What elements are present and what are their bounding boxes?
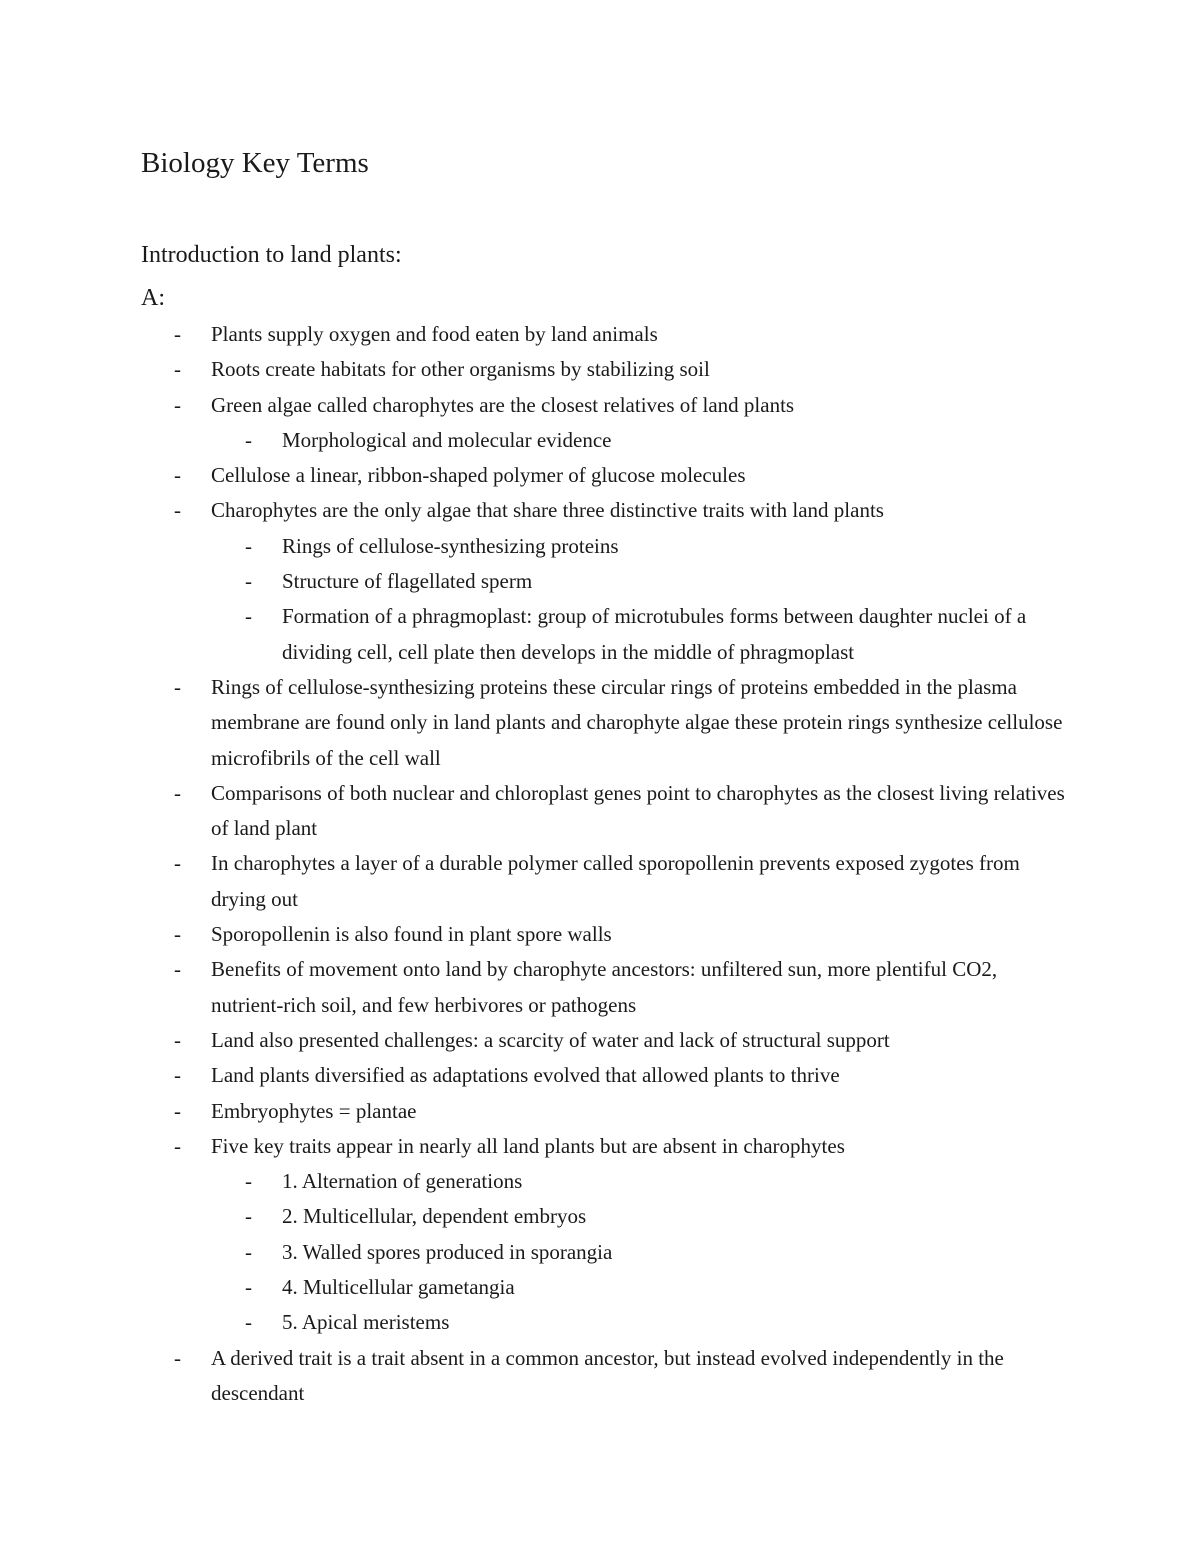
bullet-item — [0, 1341, 1071, 1412]
sub-bullet-item — [0, 1164, 1072, 1199]
bullet-dash: - — [174, 1027, 181, 1052]
bullet-dash: - — [245, 1310, 252, 1335]
bullet-dash: - — [245, 427, 252, 452]
bullet-item — [0, 670, 1071, 776]
bullet-text: Roots create habitats for other organisms by stabilizing soil — [211, 357, 710, 382]
bullet-dash: - — [174, 392, 181, 417]
bullet-text: 1. Alternation of generations — [282, 1169, 523, 1194]
bullet-dash: - — [174, 851, 181, 876]
bullet-item — [0, 1023, 1071, 1058]
bullet-dash: - — [174, 922, 181, 947]
bullet-dash: - — [174, 1063, 181, 1088]
section-heading: Introduction to land plants: — [141, 242, 402, 268]
bullet-item — [0, 1094, 1071, 1129]
bullet-dash: - — [174, 1098, 181, 1123]
bullet-dash: - — [245, 604, 252, 629]
bullet-text: Sporopollenin is also found in plant spore walls — [211, 922, 612, 947]
bullet-dash: - — [174, 463, 181, 488]
bullet-text: Rings of cellulose-synthesizing proteins — [282, 533, 619, 558]
bullet-item — [0, 1058, 1071, 1093]
sub-bullet-item — [0, 1305, 1072, 1340]
bullet-item — [0, 952, 1071, 1023]
bullet-dash: - — [174, 498, 181, 523]
bullet-dash: - — [174, 1345, 181, 1370]
bullet-text: 2. Multicellular, dependent embryos — [282, 1204, 587, 1229]
bullet-text: Cellulose a linear, ribbon-shaped polymer of glucose molecules — [211, 463, 746, 488]
document-title: Biology Key Terms — [141, 147, 369, 179]
bullet-text: Formation of a phragmoplast: group of microtubules forms between daughter nuclei of a dividing cell, cell plate then develops in the middle of phragmoplast — [282, 604, 1027, 664]
bullet-text: Embryophytes = plantae — [211, 1098, 417, 1123]
notes-list — [0, 317, 1200, 1411]
bullet-dash: - — [174, 780, 181, 805]
bullet-text: Charophytes are the only algae that share three distinctive traits with land plants — [211, 498, 884, 523]
sub-bullet-item — [0, 1270, 1072, 1305]
bullet-dash: - — [245, 1169, 252, 1194]
bullet-text: Five key traits appear in nearly all land plants but are absent in charophytes — [211, 1133, 845, 1158]
subsection-label: A: — [141, 285, 165, 311]
bullet-text: 5. Apical meristems — [282, 1310, 450, 1335]
bullet-text: Morphological and molecular evidence — [282, 427, 612, 452]
bullet-item — [0, 776, 1071, 847]
bullet-item — [0, 1129, 1071, 1164]
bullet-item — [0, 493, 1071, 528]
bullet-text: A derived trait is a trait absent in a common ancestor, but instead evolved independently in the descendant — [211, 1345, 1004, 1405]
sub-bullet-item — [0, 599, 1072, 670]
bullet-item — [0, 917, 1071, 952]
bullet-dash: - — [245, 1275, 252, 1300]
bullet-text: Plants supply oxygen and food eaten by land animals — [211, 322, 658, 346]
sub-bullet-item — [0, 529, 1072, 564]
bullet-item — [0, 317, 1071, 352]
bullet-dash: - — [174, 357, 181, 382]
bullet-dash: - — [245, 1204, 252, 1229]
bullet-dash: - — [245, 1239, 252, 1264]
bullet-dash: - — [174, 1133, 181, 1158]
bullet-item — [0, 388, 1071, 423]
bullet-text: Benefits of movement onto land by charophyte ancestors: unfiltered sun, more plentiful CO2, nutrient-rich soil, and few herbivores or pathogens — [211, 957, 998, 1017]
bullet-item — [0, 352, 1071, 387]
bullet-text: Green algae called charophytes are the closest relatives of land plants — [211, 392, 795, 417]
sub-bullet-item — [0, 423, 1072, 458]
bullet-text: Structure of flagellated sperm — [282, 569, 533, 594]
sub-bullet-item — [0, 564, 1072, 599]
bullet-item — [0, 846, 1071, 917]
bullet-text: In charophytes a layer of a durable polymer called sporopollenin prevents exposed zygotes from drying out — [211, 851, 1020, 911]
bullet-dash: - — [174, 322, 181, 346]
bullet-dash: - — [245, 569, 252, 594]
bullet-text: 3. Walled spores produced in sporangia — [282, 1239, 613, 1264]
sub-bullet-item — [0, 1235, 1072, 1270]
bullet-text: Land also presented challenges: a scarcity of water and lack of structural support — [211, 1027, 890, 1052]
bullet-item — [0, 458, 1071, 493]
bullet-dash: - — [174, 674, 181, 699]
bullet-text: 4. Multicellular gametangia — [282, 1275, 515, 1300]
bullet-text: Comparisons of both nuclear and chloroplast genes point to charophytes as the closest living relatives of land plant — [211, 780, 1065, 841]
sub-bullet-item — [0, 1199, 1072, 1234]
bullet-dash: - — [245, 533, 252, 558]
bullet-text: Land plants diversified as adaptations evolved that allowed plants to thrive — [211, 1063, 840, 1088]
bullet-text: Rings of cellulose-synthesizing proteins these circular rings of proteins embedded in the plasma membrane are found only in land plants and charophyte algae these protein rings synthesize cellulose microfibrils of the cell wall — [211, 674, 1063, 770]
bullet-dash: - — [174, 957, 181, 982]
